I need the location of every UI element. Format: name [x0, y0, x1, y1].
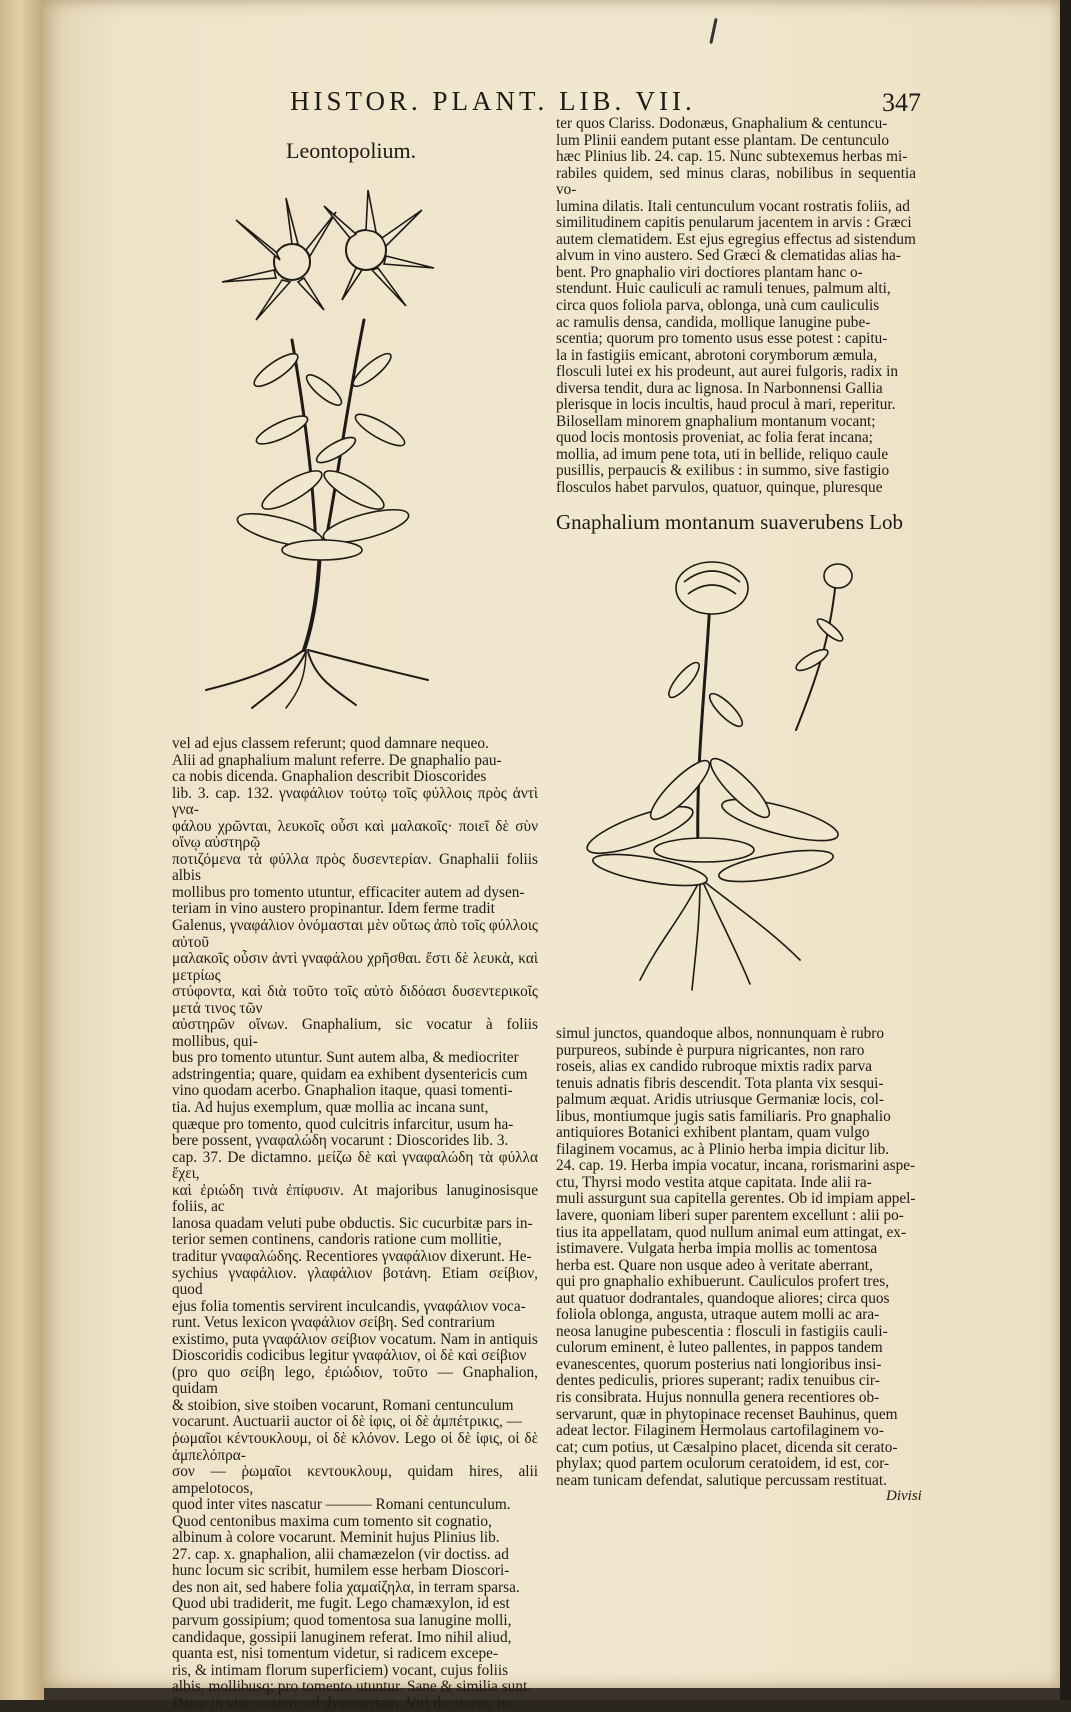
text-line: quanta est, nisi tomentum videtur, si radicem excepe- — [172, 1645, 499, 1663]
text-line: tia. Ad hujus exemplum, quæ mollia ac incana sunt, — [172, 1099, 489, 1117]
text-line: lumina dilatis. Itali centunculum vocant rostratis foliis, ad — [556, 197, 910, 215]
text-line: hæc Plinius lib. 24. cap. 15. Nunc subtexemus herbas mi- — [556, 148, 908, 166]
text-line: neam tunicam defendat, salutique percussam restituat. — [556, 1471, 887, 1489]
text-column-left — [172, 736, 538, 1712]
text-line: cap. 37. De dictamno. μείζω δὲ καὶ γναφαλώδη τὰ φύλλα ἔχει, — [172, 1148, 538, 1183]
text-line: quod locis montosis proveniat, ac folia ferat incana; — [556, 429, 873, 447]
text-line: μαλακοῖς οὖσιν ἀντὶ γναφάλου χρῆσθαι. ἔστι δὲ λευκὰ, καὶ μετρίως — [172, 950, 538, 984]
text-line: & stoibion, sive stoiben vocarunt, Romani centunculum — [172, 1396, 514, 1414]
text-line: similitudinem capitis penularum jacentem in arvis : Græci — [556, 214, 912, 232]
text-column-right-bottom — [556, 1026, 916, 1489]
text-line: καὶ ἐριώδη τινὰ ἐπίφυσιν. At majoribus lanuginosisque foliis, ac — [172, 1181, 538, 1216]
catchword: Divisi — [886, 1488, 922, 1504]
text-line: ejus folia tomentis servirent inculcandis, γναφάλιον voca- — [172, 1297, 526, 1315]
text-line: ctu, Thyrsi modo vestita atque capitata. Inde alii ra- — [556, 1173, 872, 1191]
text-line: lib. 3. cap. 132. γναφάλιον τούτῳ τοῖς φύλλοις πρὸς ἀντὶ γνα- — [172, 784, 538, 819]
figure-caption-gnaphalium: Gnaphalium montanum suaverubens Lob — [556, 510, 904, 534]
text-line: lanosa quadam veluti pube obductis. Sic cucurbitæ pars in- — [172, 1214, 533, 1232]
text-line: circa quos foliola parva, oblonga, unà cum cauliculis — [556, 297, 880, 315]
text-line: flosculos habet parvulos, quatuor, quinque, pluresque — [556, 479, 883, 497]
text-line: parvum gossipium; quod tomentosa sua lanugine molli, — [172, 1611, 512, 1629]
text-line: ῥωμαῖοι κέντουκλουμ, οἱ δὲ κλόνον. Lego οἱ δὲ ἰφις, οἱ δὲ ἀμπελόπρα- — [172, 1429, 538, 1464]
text-line: alvum in vino austero. Sed Græci & clematidas alias ha- — [556, 247, 901, 265]
text-line: stendunt. Huic cauliculi ac ramuli tenues, palmum alti, — [556, 280, 891, 298]
text-line: cat; cum potius, ut Cæsalpino placet, dicenda sit cerato- — [556, 1438, 898, 1456]
text-line: στύφοντα, καὶ διὰ τοῦτο τοῖς αὐτὸ διδόασι δυσεντερικοῖς μετά τινος τῶν — [172, 983, 538, 1017]
text-line: φάλου χρῶνται, λευκοῖς οὖσι καὶ μαλακοῖς· ποιεῖ δὲ σὺν οἴνῳ αὐστηρῷ — [172, 817, 538, 852]
text-line: dentes pediculis, priores superant; radix tenuibus cir- — [556, 1372, 880, 1390]
text-line: diversa tendit, dura ac lignosa. In Narbonnensi Gallia — [556, 379, 883, 397]
text-line: teriam in vino austero propinantur. Idem ferme tradit — [172, 900, 495, 918]
text-line: herba est. Quare non usque adeo à veritate aberrant, — [556, 1256, 873, 1274]
text-line: roseis, alias ex candido rubroque mixtis radix parva — [556, 1058, 873, 1076]
text-line: Datur in vino austero ad dysenteriam. Viri doctiores, in- — [172, 1694, 515, 1712]
text-line: libus, montiumque jugis satis familiaris. Pro gnaphalio — [556, 1107, 891, 1125]
page-number: 347 — [882, 88, 921, 117]
text-line: phylax; quod partem oculorum ceratoidem, id est, cor- — [556, 1455, 890, 1473]
text-line: adeat lector. Filaginem Hermolaus cartofilaginem vo- — [556, 1422, 884, 1440]
text-line: muli assurgunt sua capitella gerentes. Ob id impiam appel- — [556, 1190, 916, 1208]
text-column-right-top — [556, 116, 916, 497]
text-line: bent. Pro gnaphalio viri doctiores plantam hanc o- — [556, 263, 863, 281]
text-line: adstringentia; quare, quidam ea exhibent dysentericis cum — [172, 1065, 528, 1083]
text-line: 27. cap. x. gnaphalion, alii chamæzelon (vir doctiss. ad — [172, 1545, 509, 1563]
text-line: lum Plinii eandem putant esse plantam. De centunculo — [556, 131, 890, 149]
text-line: antiquiores Botanici exhibent plantam, quam vulgo — [556, 1124, 870, 1142]
text-line: mollia, ad imum pene tota, uti in bellide, reliquo caule — [556, 445, 889, 463]
text-line: quæque pro tomento, quod culcitris infarcitur, usum ha- — [172, 1115, 514, 1133]
text-line: Quod centonibus maxima cum tomento sit cognatio, — [172, 1512, 492, 1530]
text-line: 24. cap. 19. Herba impia vocatur, incana, rorismarini aspe- — [556, 1157, 916, 1175]
text-line: αὐστηρῶν οἴνων. Gnaphalium, sic vocatur à foliis mollibus, qui- — [172, 1016, 538, 1050]
page-edge-shadow — [1060, 0, 1071, 1700]
text-line: bere possent, γναφαλώδη vocarunt : Dioscorides lib. 3. — [172, 1132, 509, 1150]
text-line: Alii ad gnaphalium malunt referre. De gnaphalio pau- — [172, 751, 502, 769]
text-line: tenuis adnatis fibris descendit. Tota planta vix sesqui- — [556, 1074, 884, 1092]
text-line: palmum æquat. Aridis utriusque Germaniæ locis, col- — [556, 1091, 884, 1109]
text-line: candidaque, gossipii lanuginem referat. Imo nihil aliud, — [172, 1628, 512, 1646]
text-line: σον — ῥωμαῖοι κεντουκλουμ, quidam hires, alii ampelotocos, — [172, 1463, 538, 1497]
text-line: rabiles quidem, sed minus claras, nobilibus in sequentia vo- — [556, 164, 916, 199]
text-line: purpureos, subinde è purpura nigricantes, non raro — [556, 1041, 865, 1059]
text-line: ac ramulis densa, candida, mollique lanugine pube- — [556, 313, 871, 331]
text-line: des non ait, sed habere folia χαμαίζηλα, in terram sparsa. — [172, 1578, 520, 1596]
text-line: pusillis, perpaucis & exilibus : in summo, sive fastigio — [556, 462, 890, 480]
text-line: evanescentes, quorum posterius nati longioribus insi- — [556, 1355, 882, 1373]
text-line: ποτιζόμενα τὰ φύλλα πρὸς δυσεντερίαν. Gnaphalii foliis albis — [172, 850, 538, 885]
running-title: HISTOR. PLANT. LIB. VII. — [290, 86, 696, 116]
text-line: flosculi lutei ex his prodeunt, aut aurei fulgoris, radix in — [556, 363, 898, 381]
text-line: ter quos Clariss. Dodonæus, Gnaphalium & centuncu- — [556, 115, 888, 132]
woodcut-leontopolium — [196, 190, 476, 710]
text-line: Galenus, γναφάλιον ὀνόμασται μὲν οὕτως ἀπὸ τοῖς φύλλοις αὐτοῦ — [172, 917, 538, 951]
text-line: culorum eminent, è luteo pallentes, in pappos tandem — [556, 1339, 883, 1357]
text-line: hunc locum sic scribit, humilem esse herbam Dioscori- — [172, 1562, 510, 1580]
text-line: aut quatuor dodrantales, quandoque aliores; circa quos — [556, 1289, 890, 1307]
text-line: (pro quo σείβη lego, ἐριώδιον, τοῦτο — Gnaphalion, quidam — [172, 1363, 538, 1398]
text-line: ris consibrata. Hujus nonnulla genera recentiores ob- — [556, 1389, 880, 1407]
text-line: qui pro gnaphalio exhibuerunt. Cauliculos profert tres, — [556, 1273, 890, 1291]
text-line: la in fastigiis emicant, abrotoni corymborum æmula, — [556, 346, 878, 364]
text-line: albis, mollibusq; pro tomento utuntur. Sane & similia sunt. — [172, 1678, 532, 1696]
text-line: filaginem vocamus, ac à Plinio herba impia dicitur lib. — [556, 1140, 890, 1158]
text-line: sychius γναφάλιον. γλαφάλιον βοτάνη. Etiam σείβιον, quod — [172, 1264, 538, 1299]
text-line: autem clematidem. Est ejus egregius effectus ad sistendum — [556, 230, 916, 248]
text-line: Quod ubi tradiderit, me fugit. Lego chamæxylon, id est — [172, 1595, 510, 1613]
text-line: istimavere. Vulgata herba impia mollis ac tomentosa — [556, 1240, 878, 1258]
text-line: Dioscoridis codicibus legitur γναφάλιον, οἱ δὲ καὶ σείβιον — [172, 1347, 527, 1365]
text-line: scentia; quorum pro tomento usus esse potest : capitu- — [556, 330, 888, 348]
text-line: existimo, puta γναφάλιον σείβιον vocatum. Nam in antiquis — [172, 1330, 538, 1348]
woodcut-gnaphalium-montanum — [580, 560, 920, 1000]
text-line: quod inter vites nascatur ——— Romani centunculum. — [172, 1496, 511, 1514]
text-line: bus pro tomento utuntur. Sunt autem alba, & mediocriter — [172, 1049, 519, 1067]
text-line: albinum à colore vocarunt. Meminit hujus Plinius lib. — [172, 1529, 500, 1547]
text-line: servarunt, quæ in phytopinace recenset Bauhinus, quem — [556, 1405, 898, 1423]
book-gutter — [0, 0, 44, 1700]
text-line: simul junctos, quandoque albos, nonnunquam è rubro — [556, 1025, 884, 1042]
text-line: runt. Vetus lexicon γναφάλιον σείβη. Sed contrarium — [172, 1314, 496, 1332]
text-line: vino quodam acerbo. Gnaphalion itaque, quasi tomenti- — [172, 1082, 513, 1100]
text-line: traditur γναφαλώδης. Recentiores γναφάλιον dixerunt. He- — [172, 1247, 532, 1265]
text-line: vel ad ejus classem referunt; quod damnare nequeo. — [172, 735, 489, 752]
text-line: foliola oblonga, angusta, utraque autem molli ac ara- — [556, 1306, 880, 1324]
text-line: terior semen continens, candoris ratione cum mollitie, — [172, 1231, 502, 1249]
text-line: neosa lanugine pubescentia : flosculi in fastigiis cauli- — [556, 1322, 888, 1340]
text-line: plerisque in locis incultis, haud procul à mari, reperitur. — [556, 396, 896, 414]
text-line: ca nobis dicenda. Gnaphalion describit Dioscorides — [172, 768, 487, 786]
text-line: tius ita appellatam, quod nullum animal eum attingat, ex- — [556, 1223, 907, 1241]
figure-caption-leontopolium: Leontopolium. — [286, 138, 417, 163]
text-line: Bilosellam minorem gnaphalium montanum vocant; — [556, 412, 876, 430]
text-line: lavere, quoniam liberi super parentem excellunt : alii po- — [556, 1207, 904, 1225]
text-line: ris, & intimam florum superficiem) vocant, cujus foliis — [172, 1661, 509, 1679]
text-line: mollibus pro tomento utuntur, efficaciter autem ad dysen- — [172, 883, 525, 901]
text-line: vocarunt. Auctuarii auctor οἱ δὲ ἰφις, οἱ δὲ ἀμπέτρικις, — — [172, 1413, 522, 1431]
